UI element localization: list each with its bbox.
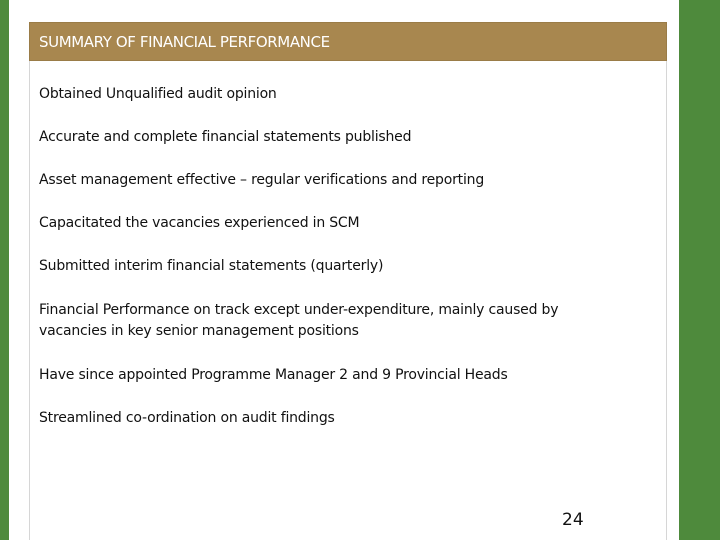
- list-item-text: Streamlined co-ordination on audit findings: [39, 410, 335, 426]
- list-item-text: Capacitated the vacancies experienced in SCM: [39, 215, 360, 231]
- list-item: [39, 300, 619, 342]
- list-item: [39, 213, 619, 234]
- list-item: [39, 84, 619, 105]
- list-item-text: Obtained Unqualified audit opinion: [39, 86, 277, 102]
- list-item-text-line-2: vacancies in key senior management positions: [39, 323, 359, 339]
- list-item-text: Asset management effective – regular verifications and reporting: [39, 172, 485, 188]
- list-item: [39, 365, 619, 386]
- right-accent-bar: [679, 0, 720, 540]
- list-item-text-line-1: Financial Performance on track except under-expenditure, mainly caused by: [39, 302, 559, 318]
- slide-title: SUMMARY OF FINANCIAL PERFORMANCE: [39, 33, 330, 51]
- list-item: [39, 170, 619, 191]
- list-item: [39, 256, 619, 277]
- slide-header: [29, 22, 667, 61]
- left-accent-bar: [0, 0, 9, 540]
- list-item-text: Submitted interim financial statements (quarterly): [39, 258, 384, 274]
- list-item: [39, 127, 619, 148]
- list-item: [39, 408, 619, 429]
- page-number: 24: [562, 510, 584, 530]
- list-item-text: Have since appointed Programme Manager 2 and 9 Provincial Heads: [39, 367, 508, 383]
- list-item-text: Accurate and complete financial statements published: [39, 129, 412, 145]
